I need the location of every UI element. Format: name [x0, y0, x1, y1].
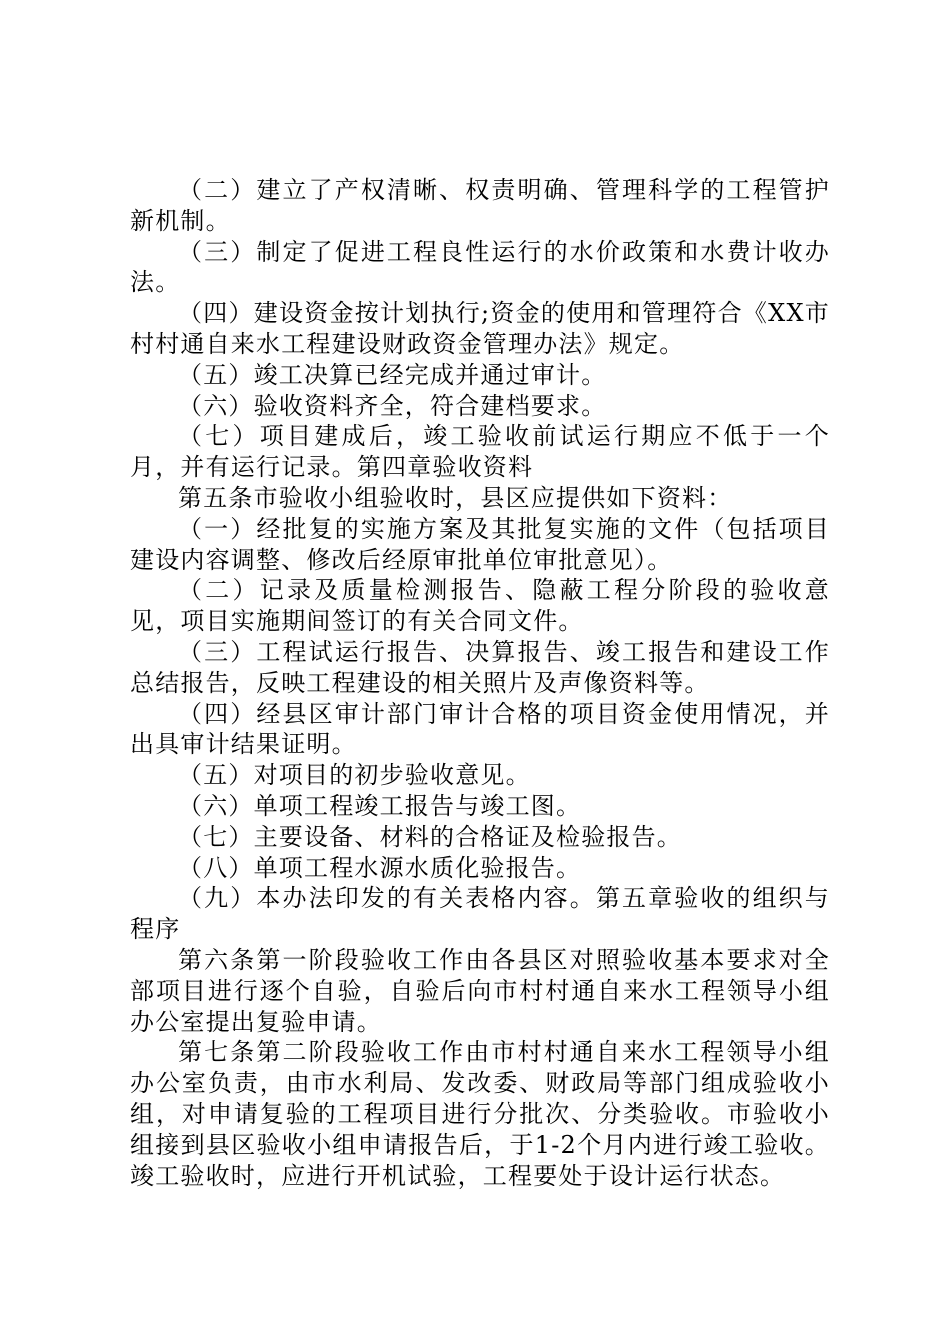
material-item-1: （一）经批复的实施方案及其批复实施的文件（包括项目建设内容调整、修改后经原审批单位审批意见）。: [130, 514, 830, 574]
material-item-5: （五）对项目的初步验收意见。: [178, 761, 531, 790]
paragraph-6: （六）验收资料齐全，符合建档要求。: [178, 391, 607, 420]
document-body: [130, 175, 830, 1191]
article-5-heading: 第五条市验收小组验收时，县区应提供如下资料：: [178, 483, 733, 512]
material-item-3: （三）工程试运行报告、决算报告、竣工报告和建设工作总结报告，反映工程建设的相关照片及声像资料等。: [130, 637, 830, 697]
material-item-7: （七）主要设备、材料的合格证及检验报告。: [178, 822, 682, 851]
material-item-8: （八）单项工程水源水质化验报告。: [178, 853, 582, 882]
material-item-4: （四）经县区审计部门审计合格的项目资金使用情况，并出具审计结果证明。: [130, 699, 830, 759]
paragraph-4: （四）建设资金按计划执行;资金的使用和管理符合《XX市村村通自来水工程建设财政资金管理办法》规定。: [130, 299, 830, 358]
paragraph-7: （七）项目建成后，竣工验收前试运行期应不低于一个月，并有运行记录。第四章验收资料: [130, 422, 830, 482]
material-item-2: （二）记录及质量检测报告、隐蔽工程分阶段的验收意见，项目实施期间签订的有关合同文件。: [130, 576, 830, 636]
material-item-9: （九）本办法印发的有关表格内容。第五章验收的组织与程序: [130, 884, 830, 944]
paragraph-5: （五）竣工决算已经完成并通过审计。: [178, 360, 607, 389]
paragraph-3: （三）制定了促进工程良性运行的水价政策和水费计收办法。: [130, 237, 830, 297]
material-item-6: （六）单项工程竣工报告与竣工图。: [178, 791, 582, 820]
article-7: 第七条第二阶段验收工作由市村村通自来水工程领导小组办公室负责，由市水利局、发改委、财政局等部门组成验收小组，对申请复验的工程项目进行分批次、分类验收。市验收小组接到县区验收小组申请报告后，于1-2个月内进行竣工验收。竣工验收时，应进行开机试验，工程要处于设计运行状态。: [130, 1038, 830, 1190]
paragraph-2: （二）建立了产权清晰、权责明确、管理科学的工程管护新机制。: [130, 176, 830, 235]
article-6: 第六条第一阶段验收工作由各县区对照验收基本要求对全部项目进行逐个自验，自验后向市村村通自来水工程领导小组办公室提出复验申请。: [130, 945, 830, 1036]
